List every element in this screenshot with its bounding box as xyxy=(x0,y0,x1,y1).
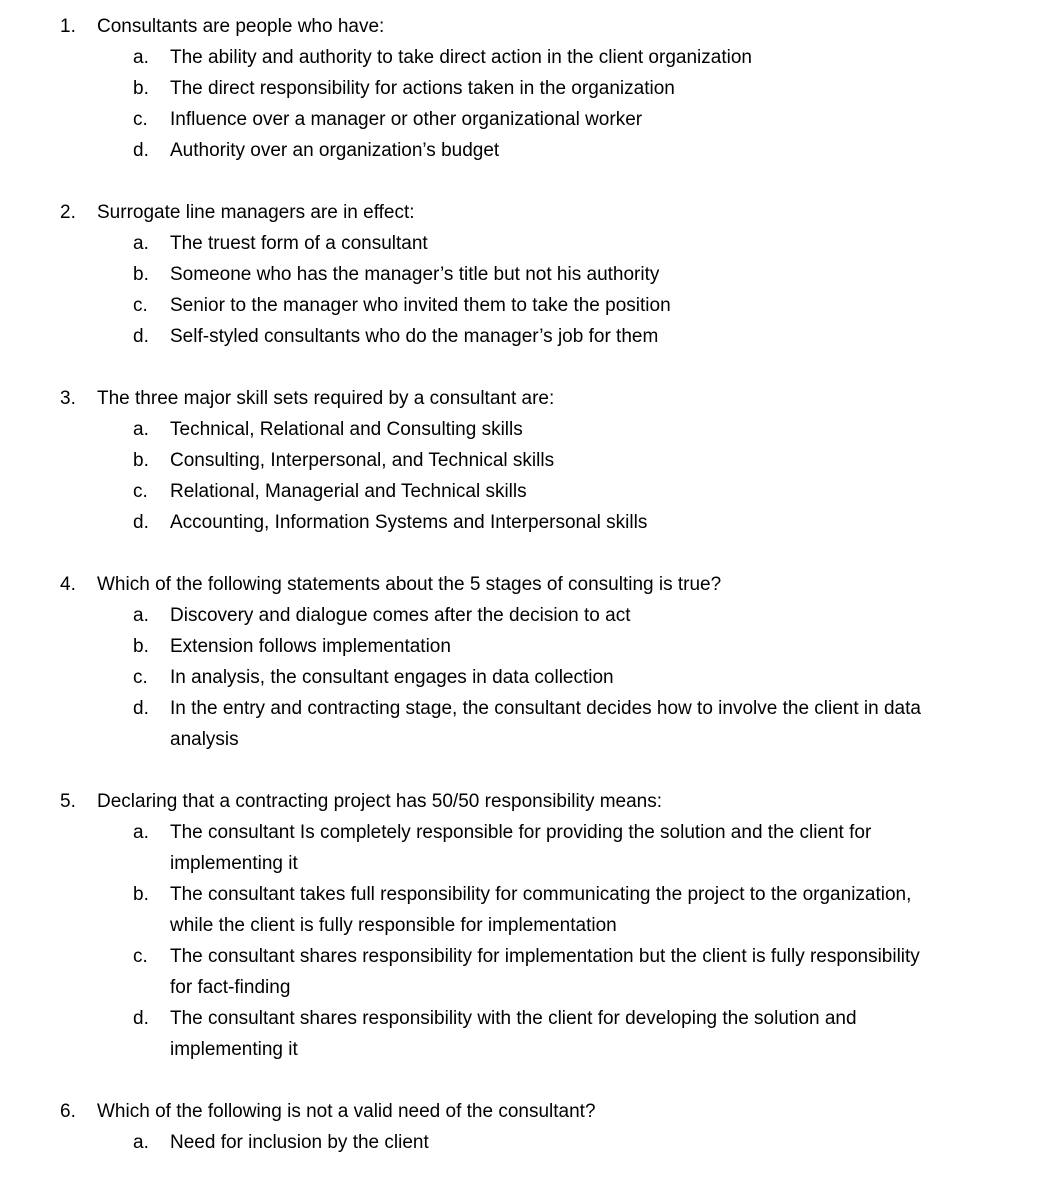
question-stem xyxy=(0,786,947,817)
question-text: Consultants are people who have: xyxy=(97,16,385,37)
question-number: 3. xyxy=(60,388,76,409)
question-4 xyxy=(0,569,1051,755)
answer-option xyxy=(0,228,940,259)
answer-option xyxy=(0,104,940,135)
question-number: 1. xyxy=(60,16,76,37)
question-5 xyxy=(0,786,1051,1065)
answer-option xyxy=(0,631,940,662)
option-letter: b. xyxy=(133,264,149,285)
option-letter: d. xyxy=(133,326,149,347)
option-text: Authority over an organization’s budget xyxy=(170,140,500,161)
option-letter: d. xyxy=(133,698,149,719)
option-letter: a. xyxy=(133,419,149,440)
question-text: The three major skill sets required by a consultant are: xyxy=(97,388,555,409)
question-2 xyxy=(0,197,1051,352)
answer-option xyxy=(0,259,940,290)
answer-option xyxy=(0,1127,940,1158)
option-letter: c. xyxy=(133,946,148,967)
option-text: Influence over a manager or other organizational worker xyxy=(170,109,643,130)
answer-option xyxy=(0,414,940,445)
question-number: 2. xyxy=(60,202,76,223)
option-text: In the entry and contracting stage, the consultant decides how to involve the client in data analysis xyxy=(170,698,921,750)
option-text: The consultant shares responsibility for implementation but the client is fully responsibility for fact-finding xyxy=(170,946,920,998)
option-text: Need for inclusion by the client xyxy=(170,1132,429,1153)
question-stem xyxy=(0,383,947,414)
question-stem xyxy=(0,11,947,42)
question-text: Which of the following is not a valid need of the consultant? xyxy=(97,1101,596,1122)
option-text: Senior to the manager who invited them to take the position xyxy=(170,295,671,316)
answer-option xyxy=(0,600,940,631)
question-number: 6. xyxy=(60,1101,76,1122)
option-letter: c. xyxy=(133,667,148,688)
option-text: The consultant Is completely responsible for providing the solution and the client for implementing it xyxy=(170,822,872,874)
option-letter: a. xyxy=(133,822,149,843)
answer-option xyxy=(0,879,940,941)
question-number: 5. xyxy=(60,791,76,812)
option-letter: c. xyxy=(133,295,148,316)
option-letter: d. xyxy=(133,1008,149,1029)
option-text: The direct responsibility for actions taken in the organization xyxy=(170,78,675,99)
answer-option xyxy=(0,476,940,507)
question-text: Declaring that a contracting project has 50/50 responsibility means: xyxy=(97,791,663,812)
answer-option xyxy=(0,135,940,166)
option-text: Someone who has the manager’s title but not his authority xyxy=(170,264,660,285)
option-letter: a. xyxy=(133,1132,149,1153)
answer-option xyxy=(0,321,940,352)
option-text: The ability and authority to take direct action in the client organization xyxy=(170,47,752,68)
option-text: Relational, Managerial and Technical skills xyxy=(170,481,527,502)
answer-option xyxy=(0,507,940,538)
option-letter: b. xyxy=(133,884,149,905)
question-list xyxy=(0,11,1051,1189)
option-text: Technical, Relational and Consulting skills xyxy=(170,419,523,440)
option-letter: a. xyxy=(133,47,149,68)
option-text: Discovery and dialogue comes after the decision to act xyxy=(170,605,631,626)
answer-option xyxy=(0,445,940,476)
option-letter: c. xyxy=(133,481,148,502)
option-letter: b. xyxy=(133,78,149,99)
answer-option xyxy=(0,662,940,693)
option-text: In analysis, the consultant engages in data collection xyxy=(170,667,614,688)
answer-option xyxy=(0,1003,940,1065)
answer-option xyxy=(0,693,940,755)
option-letter: c. xyxy=(133,109,148,130)
option-text: The truest form of a consultant xyxy=(170,233,428,254)
option-letter: b. xyxy=(133,450,149,471)
option-text: Self-styled consultants who do the manager’s job for them xyxy=(170,326,659,347)
option-letter: a. xyxy=(133,233,149,254)
answer-option xyxy=(0,42,940,73)
answer-option xyxy=(0,817,940,879)
option-text: Extension follows implementation xyxy=(170,636,451,657)
option-text: The consultant shares responsibility with the client for developing the solution and implementing it xyxy=(170,1008,857,1060)
option-text: Consulting, Interpersonal, and Technical skills xyxy=(170,450,555,471)
question-text: Which of the following statements about the 5 stages of consulting is true? xyxy=(97,574,722,595)
question-stem xyxy=(0,569,947,600)
question-6 xyxy=(0,1096,1051,1158)
question-number: 4. xyxy=(60,574,76,595)
answer-option xyxy=(0,73,940,104)
option-letter: d. xyxy=(133,140,149,161)
answer-option xyxy=(0,941,940,1003)
question-stem xyxy=(0,1096,947,1127)
option-text: The consultant takes full responsibility for communicating the project to the organization, while the client is fully responsible for implementation xyxy=(170,884,912,936)
question-stem xyxy=(0,197,947,228)
question-text: Surrogate line managers are in effect: xyxy=(97,202,415,223)
question-3 xyxy=(0,383,1051,538)
answer-option xyxy=(0,290,940,321)
option-letter: a. xyxy=(133,605,149,626)
option-letter: d. xyxy=(133,512,149,533)
option-letter: b. xyxy=(133,636,149,657)
option-text: Accounting, Information Systems and Interpersonal skills xyxy=(170,512,648,533)
question-1 xyxy=(0,11,1051,166)
